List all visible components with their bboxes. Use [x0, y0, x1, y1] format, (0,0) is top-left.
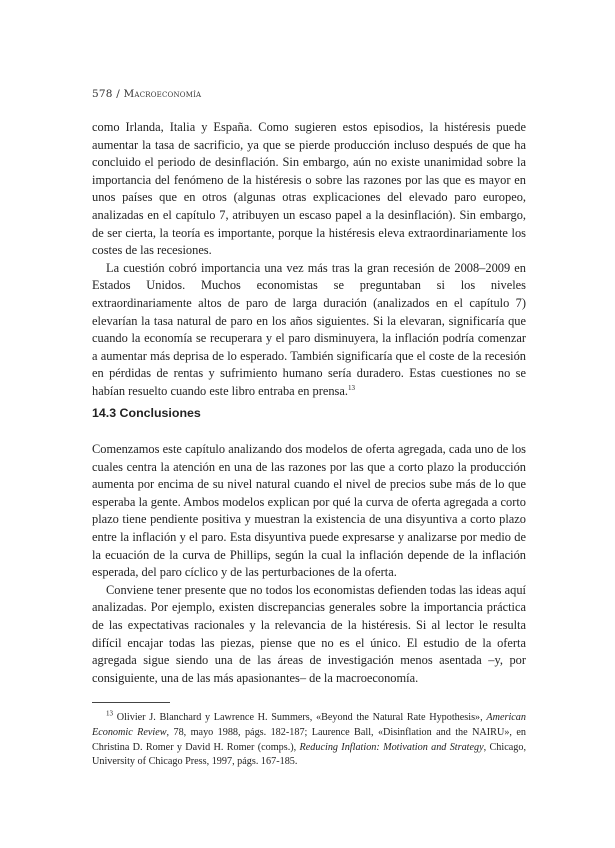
- footnote-book-title: Reducing Inflation: Motivation and Strategy: [299, 741, 484, 753]
- footnote-text: , 78, mayo 1988, págs. 182-187; Laurence Ball, «Disinflation and the NAIRU», en Christina D. Romer y David H. Romer (comps.),: [92, 726, 526, 753]
- section-continuation: [92, 119, 526, 401]
- header-separator: /: [112, 88, 124, 100]
- paragraph-hysteresis: [92, 119, 526, 260]
- footnote: [92, 711, 526, 770]
- paragraph-great-recession: [92, 260, 526, 401]
- footnote-text: Olivier J. Blanchard y Lawrence H. Summers, «Beyond the Natural Rate Hypothesis»,: [116, 712, 487, 723]
- paragraph-text: Comenzamos este capítulo analizando dos modelos de oferta agregada, cada uno de los cuales centra la atención en una de las razones por las que a corto plazo la producción aumenta por encima de su nivel natural cuando el nivel de precios sube más de lo que esperaba la gente. Ambos modelos explican por qué la curva de oferta agregada a corto plazo tiene pendiente positiva y muestran la existencia de una disyuntiva a corto plazo entre la inflación y el paro. Esta disyuntiva puede expresarse y analizarse por medio de la ecuación de la curva de Phillips, según la cual la inflación depende de la inflación esperada, del paro cíclico y de las perturbaciones de la oferta.: [92, 442, 526, 580]
- footnote-divider: [92, 702, 170, 703]
- running-header: [92, 88, 201, 100]
- section-conclusions: [92, 441, 526, 687]
- section-heading: 14.3 Conclusiones: [92, 406, 201, 420]
- paragraph-text: como Irlanda, Italia y España. Como sugieren estos episodios, la histéresis puede aumentar la tasa de sacrificio, ya que se pierde producción incluso después de que ha concluido el periodo de desinflación. Sin embargo, aún no existe unanimidad sobre la importancia del fenómeno de la histéresis o sobre las razones por las que es mayor en unos países que en otros (algunas otras explicaciones del elevado paro europeo, analizadas en el capítulo 7, atribuyen un escaso papel a la desinflación). Sin embargo, de ser cierta, la teoría es importante, porque la histéresis eleva extraordinariamente los costes de las recesiones.: [92, 120, 526, 258]
- paragraph-disagreement: [92, 582, 526, 688]
- page-number: 578: [92, 88, 113, 100]
- footnote-text: , Chicago, University of Chicago Press, 1997, págs. 167-185.: [92, 741, 527, 768]
- paragraph-text: La cuestión cobró importancia una vez más tras la gran recesión de 2008–2009 en Estados Unidos. Muchos economistas se preguntaban si los niveles extraordinariamente altos de paro de larga duración (analizados en el capítulo 7) elevarían la tasa natural de paro en los años siguientes. Si la elevaran, significaría que cuando la economía se recuperara y el paro disminuyera, la inflación podría comenzar a aumentar más deprisa de lo esperado. También significaría que el coste de la recesión en pérdidas de rentas y sufrimiento humano sería duradero. Estas cuestiones no se habían resuelto cuando este libro entraba en prensa.: [92, 260, 526, 398]
- footnote-journal: American Economic Review: [92, 712, 526, 738]
- book-title: Macroeconomía: [123, 88, 202, 100]
- paragraph-models: [92, 441, 526, 582]
- paragraph-text: Conviene tener presente que no todos los economistas defienden todas las ideas aquí analizadas. Por ejemplo, existen discrepancias generales sobre la importancia práctica de las expectativas racionales y la relevancia de la histéresis. Si al lector le resulta difícil encajar todas las piezas, piense que no es el único. El estudio de la oferta agregada sigue siendo una de las áreas de investigación menos asentada –y, por consiguiente, una de las más apasionantes– de la macroeconomía.: [92, 582, 526, 685]
- footnote-number: 13: [106, 709, 113, 718]
- footnote-reference[interactable]: 13: [347, 383, 355, 392]
